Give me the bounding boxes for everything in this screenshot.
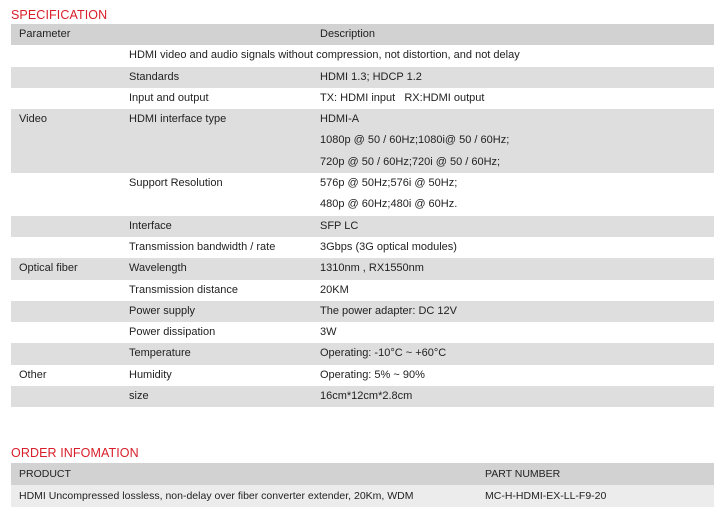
table-row [11,343,714,364]
header-part-number: PART NUMBER [485,468,561,480]
row-value: TX: HDMI input RX:HDMI output [320,91,485,104]
order-header-row [11,463,714,485]
row-value: 1080p @ 50 / 60Hz;1080i@ 50 / 60Hz; [320,134,510,147]
intro-text: HDMI video and audio signals without compression, not distortion, and not delay [129,49,520,62]
group-label-other: Other [19,368,47,381]
row-label: Humidity [129,368,172,381]
table-row [11,301,714,322]
table-row [11,280,714,301]
row-value: 16cm*12cm*2.8cm [320,390,413,403]
row-value: 3W [320,326,337,339]
row-label: Wavelength [129,262,187,275]
row-label: Interface [129,219,172,232]
table-row [11,386,714,407]
table-row [11,173,714,216]
table-header-row [11,24,714,45]
group-label-video: Video [19,113,47,126]
row-value: Operating: -10°C ~ +60°C [320,347,447,360]
row-value: HDMI-A [320,113,360,126]
table-row [11,67,714,88]
row-label: Transmission distance [129,283,239,296]
row-value: 720p @ 50 / 60Hz;720i @ 50 / 60Hz; [320,155,501,168]
row-value: 480p @ 60Hz;480i @ 60Hz. [320,198,458,211]
specification-title: SPECIFICATION [11,8,108,22]
table-row [11,485,714,507]
specification-table [11,24,714,407]
row-value: 20KM [320,283,349,296]
row-value: 576p @ 50Hz;576i @ 50Hz; [320,177,458,190]
row-value: 1310nm , RX1550nm [320,262,424,275]
header-description: Description [320,28,376,40]
order-information-title: ORDER INFOMATION [11,446,139,460]
row-label: Input and output [129,91,209,104]
table-row [11,45,714,66]
part-number: MC-H-HDMI-EX-LL-F9-20 [485,490,607,502]
row-label: Transmission bandwidth / rate [129,240,276,253]
row-label: Power supply [129,304,196,317]
table-row [11,365,714,386]
row-label: Temperature [129,347,191,360]
row-label: Standards [129,70,180,83]
row-value: The power adapter: DC 12V [320,304,457,317]
row-value: SFP LC [320,219,359,232]
row-value: 3Gbps (3G optical modules) [320,240,457,253]
row-label: HDMI interface type [129,113,227,126]
group-label-optical: Optical fiber [19,262,78,275]
table-row [11,258,714,279]
row-value: HDMI 1.3; HDCP 1.2 [320,70,422,83]
table-row [11,216,714,237]
row-label: Support Resolution [129,177,223,190]
row-label: Power dissipation [129,326,216,339]
header-parameter: Parameter [19,28,71,40]
table-row [11,88,714,109]
table-row [11,237,714,258]
order-table [11,463,714,507]
header-product: PRODUCT [19,468,71,480]
row-value: Operating: 5% ~ 90% [320,368,425,381]
product-description: HDMI Uncompressed lossless, non-delay over fiber converter extender, 20Km, WDM [19,490,414,502]
table-row [11,109,714,173]
table-row [11,322,714,343]
row-label: size [129,390,149,403]
